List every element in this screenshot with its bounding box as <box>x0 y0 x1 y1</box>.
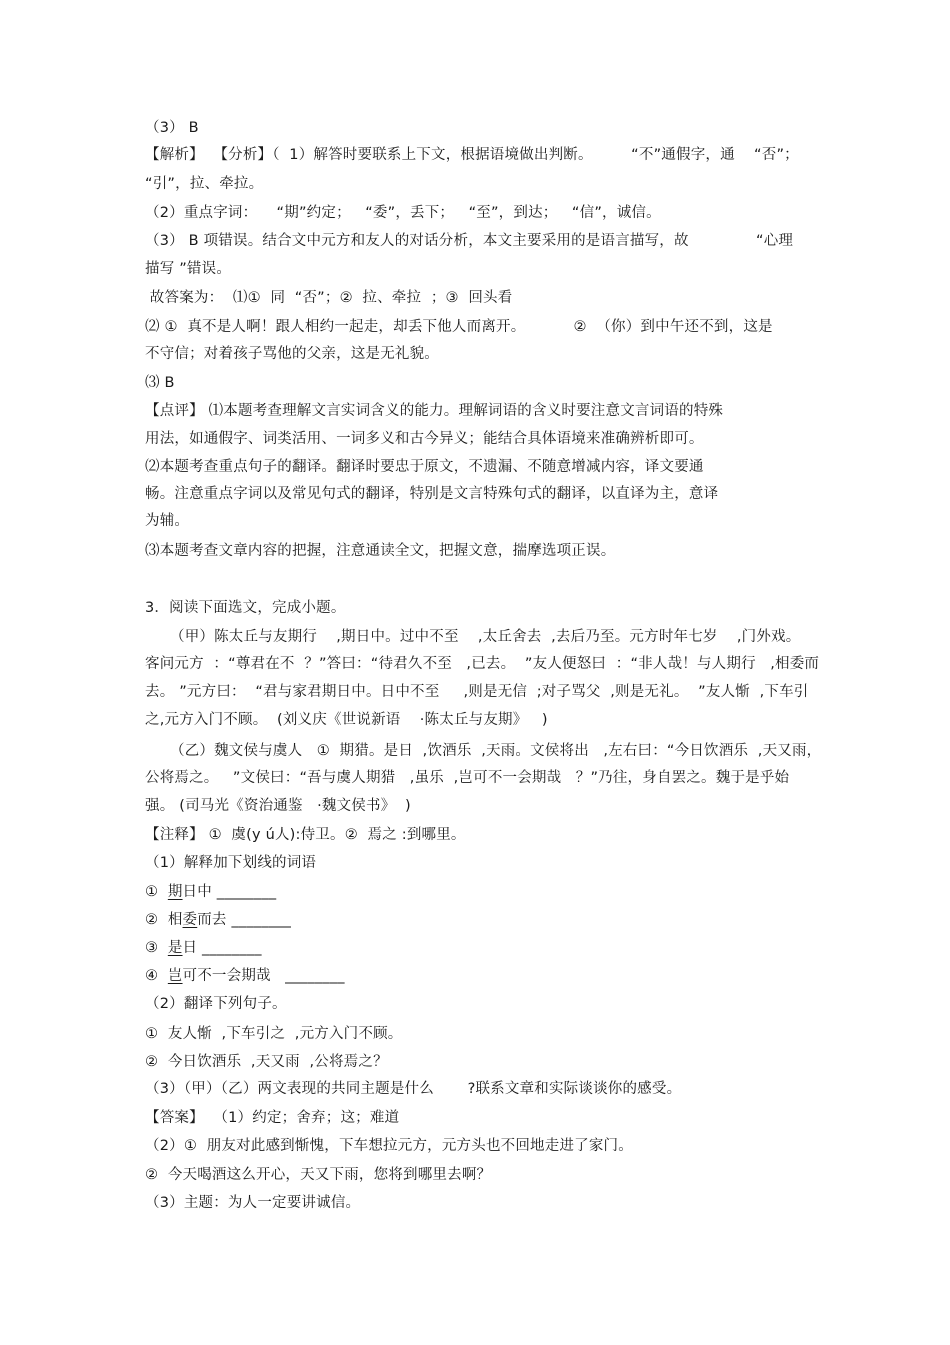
vocab-item-3-rest: 日 ________ <box>182 940 262 956</box>
comment-line-1: 【点评】 ⑴本题考查理解文言实词含义的能力。理解词语的含义时要注意文言词语的特殊 <box>145 403 724 419</box>
passage-a-line-3: 去。 ”元方曰： “君与家君期日中。日中不至 ,则是无信 ;对子骂父 ,则是无礼。 ”友人惭 ,下车引 <box>145 684 809 700</box>
passage-b-line-2: 公将焉之。 ”文侯曰：“吾与虞人期猎 ,虽乐 ,岂可不一会期哉 ？”乃往，身自罢之。魏于是乎始 <box>145 770 790 786</box>
answer-summary-3: 不守信；对着孩子骂他的父亲，这是无礼貌。 <box>145 346 439 362</box>
analysis-line-3: （2）重点字词： “期”约定； “委”，丢下； “至”，到达； “信”，诚信。 <box>145 205 661 221</box>
vocab-item-3 <box>145 938 262 958</box>
translate-item-2: ② 今日饮酒乐 ,天又雨 ,公将焉之？ <box>145 1054 388 1070</box>
analysis-line-1: 【解析】 【分析】（ 1）解答时要联系上下文，根据语境做出判断。 “不”通假字，通 “否”； <box>145 147 799 163</box>
vocab-item-4-word: 岂 <box>167 968 183 984</box>
analysis-line-5: 描写 ”错误。 <box>145 261 232 277</box>
vocab-item-2-rest: 而去 ________ <box>197 912 292 928</box>
vocab-item-4 <box>145 966 345 986</box>
answer-line-1: 【答案】 （1）约定；舍弃；这；难道 <box>145 1110 400 1126</box>
analysis-line-4: （3） B 项错误。结合文中元方和友人的对话分析，本文主要采用的是语言描写，故 “心理 <box>145 233 794 249</box>
passage-b-line-3: 强。 (司马光《资治通鉴 ·魏文侯书》 ) <box>145 798 411 814</box>
vocab-item-1 <box>145 882 276 902</box>
subquestion-2-title: （2）翻译下列句子。 <box>145 996 287 1012</box>
passage-a-line-4: 之,元方入门不顾。 (刘义庆《世说新语 ·陈太丘与友期》 ) <box>145 712 548 728</box>
answer-summary-4: ⑶ B <box>145 375 175 391</box>
answer-line-3: ② 今天喝酒这么开心，天又下雨，您将到哪里去啊？ <box>145 1167 492 1183</box>
analysis-line-2: “引”，拉、牵拉。 <box>145 176 264 192</box>
answer-line-2: （2）① 朋友对此感到惭愧，下车想拉元方，元方头也不回地走进了家门。 <box>145 1138 633 1154</box>
answer-3-label: （3） B <box>145 120 199 136</box>
vocab-item-2-word: 委 <box>182 912 198 928</box>
question-3-title: 3．阅读下面选文，完成小题。 <box>145 600 346 616</box>
passage-b-line-1: （乙）魏文侯与虞人 ① 期猎。是日 ,饮酒乐 ,天雨。文侯将出 ,左右曰：“今日饮酒乐 ,天又雨， <box>170 743 822 759</box>
comment-line-3: ⑵本题考查重点句子的翻译。翻译时要忠于原文，不遗漏、不随意增减内容，译文要通 <box>145 459 704 475</box>
answer-line-4: （3）主题：为人一定要讲诚信。 <box>145 1195 361 1211</box>
subquestion-3-title: （3）（甲）（乙）两文表现的共同主题是什么 ?联系文章和实际谈谈你的感受。 <box>145 1081 682 1097</box>
vocab-item-1-word: 期 <box>167 884 183 900</box>
answer-summary-1: 故答案为： ⑴① 同 “否”；② 拉、牵拉 ；③ 回头看 <box>145 290 513 306</box>
translate-item-1: ① 友人惭 ,下车引之 ,元方入门不顾。 <box>145 1026 403 1042</box>
vocab-item-4-rest: 可不一会期哉 ________ <box>182 968 345 984</box>
vocab-item-3-word: 是 <box>167 940 183 956</box>
vocab-item-2-num: ② 相 <box>145 912 183 928</box>
comment-line-2: 用法，如通假字、词类活用、一词多义和古今异义；能结合具体语境来准确辨析即可。 <box>145 431 704 447</box>
vocab-item-1-rest: 日中 ________ <box>182 884 277 900</box>
comment-line-6: ⑶本题考查文章内容的把握，注意通读全文，把握文意，揣摩选项正误。 <box>145 543 616 559</box>
subquestion-1-title: （1）解释加下划线的词语 <box>145 855 317 871</box>
vocab-item-3-num: ③ <box>145 940 168 956</box>
vocab-item-2 <box>145 910 291 930</box>
comment-line-4: 畅。注意重点字词以及常见句式的翻译，特别是文言特殊句式的翻译，以直译为主，意译 <box>145 486 719 502</box>
answer-summary-2: ⑵ ① 真不是人啊！跟人相约一起走，却丢下他人而离开。 ② （你）到中午还不到，这是 <box>145 319 773 335</box>
annotation-line: 【注释】 ① 虞(y ú人):侍卫。② 焉之 :到哪里。 <box>145 827 466 843</box>
comment-line-5: 为辅。 <box>145 513 190 529</box>
vocab-item-4-num: ④ <box>145 968 168 984</box>
vocab-item-1-num: ① <box>145 884 168 900</box>
passage-a-line-1: （甲）陈太丘与友期行 ,期日中。过中不至 ,太丘舍去 ,去后乃至。元方时年七岁 ,门外戏。 <box>170 629 801 645</box>
passage-a-line-2: 客问元方 ：“尊君在不 ？”答曰：“待君久不至 ,已去。 ”友人便怒曰 ：“非人哉！与人期行 ,相委而 <box>145 656 820 672</box>
